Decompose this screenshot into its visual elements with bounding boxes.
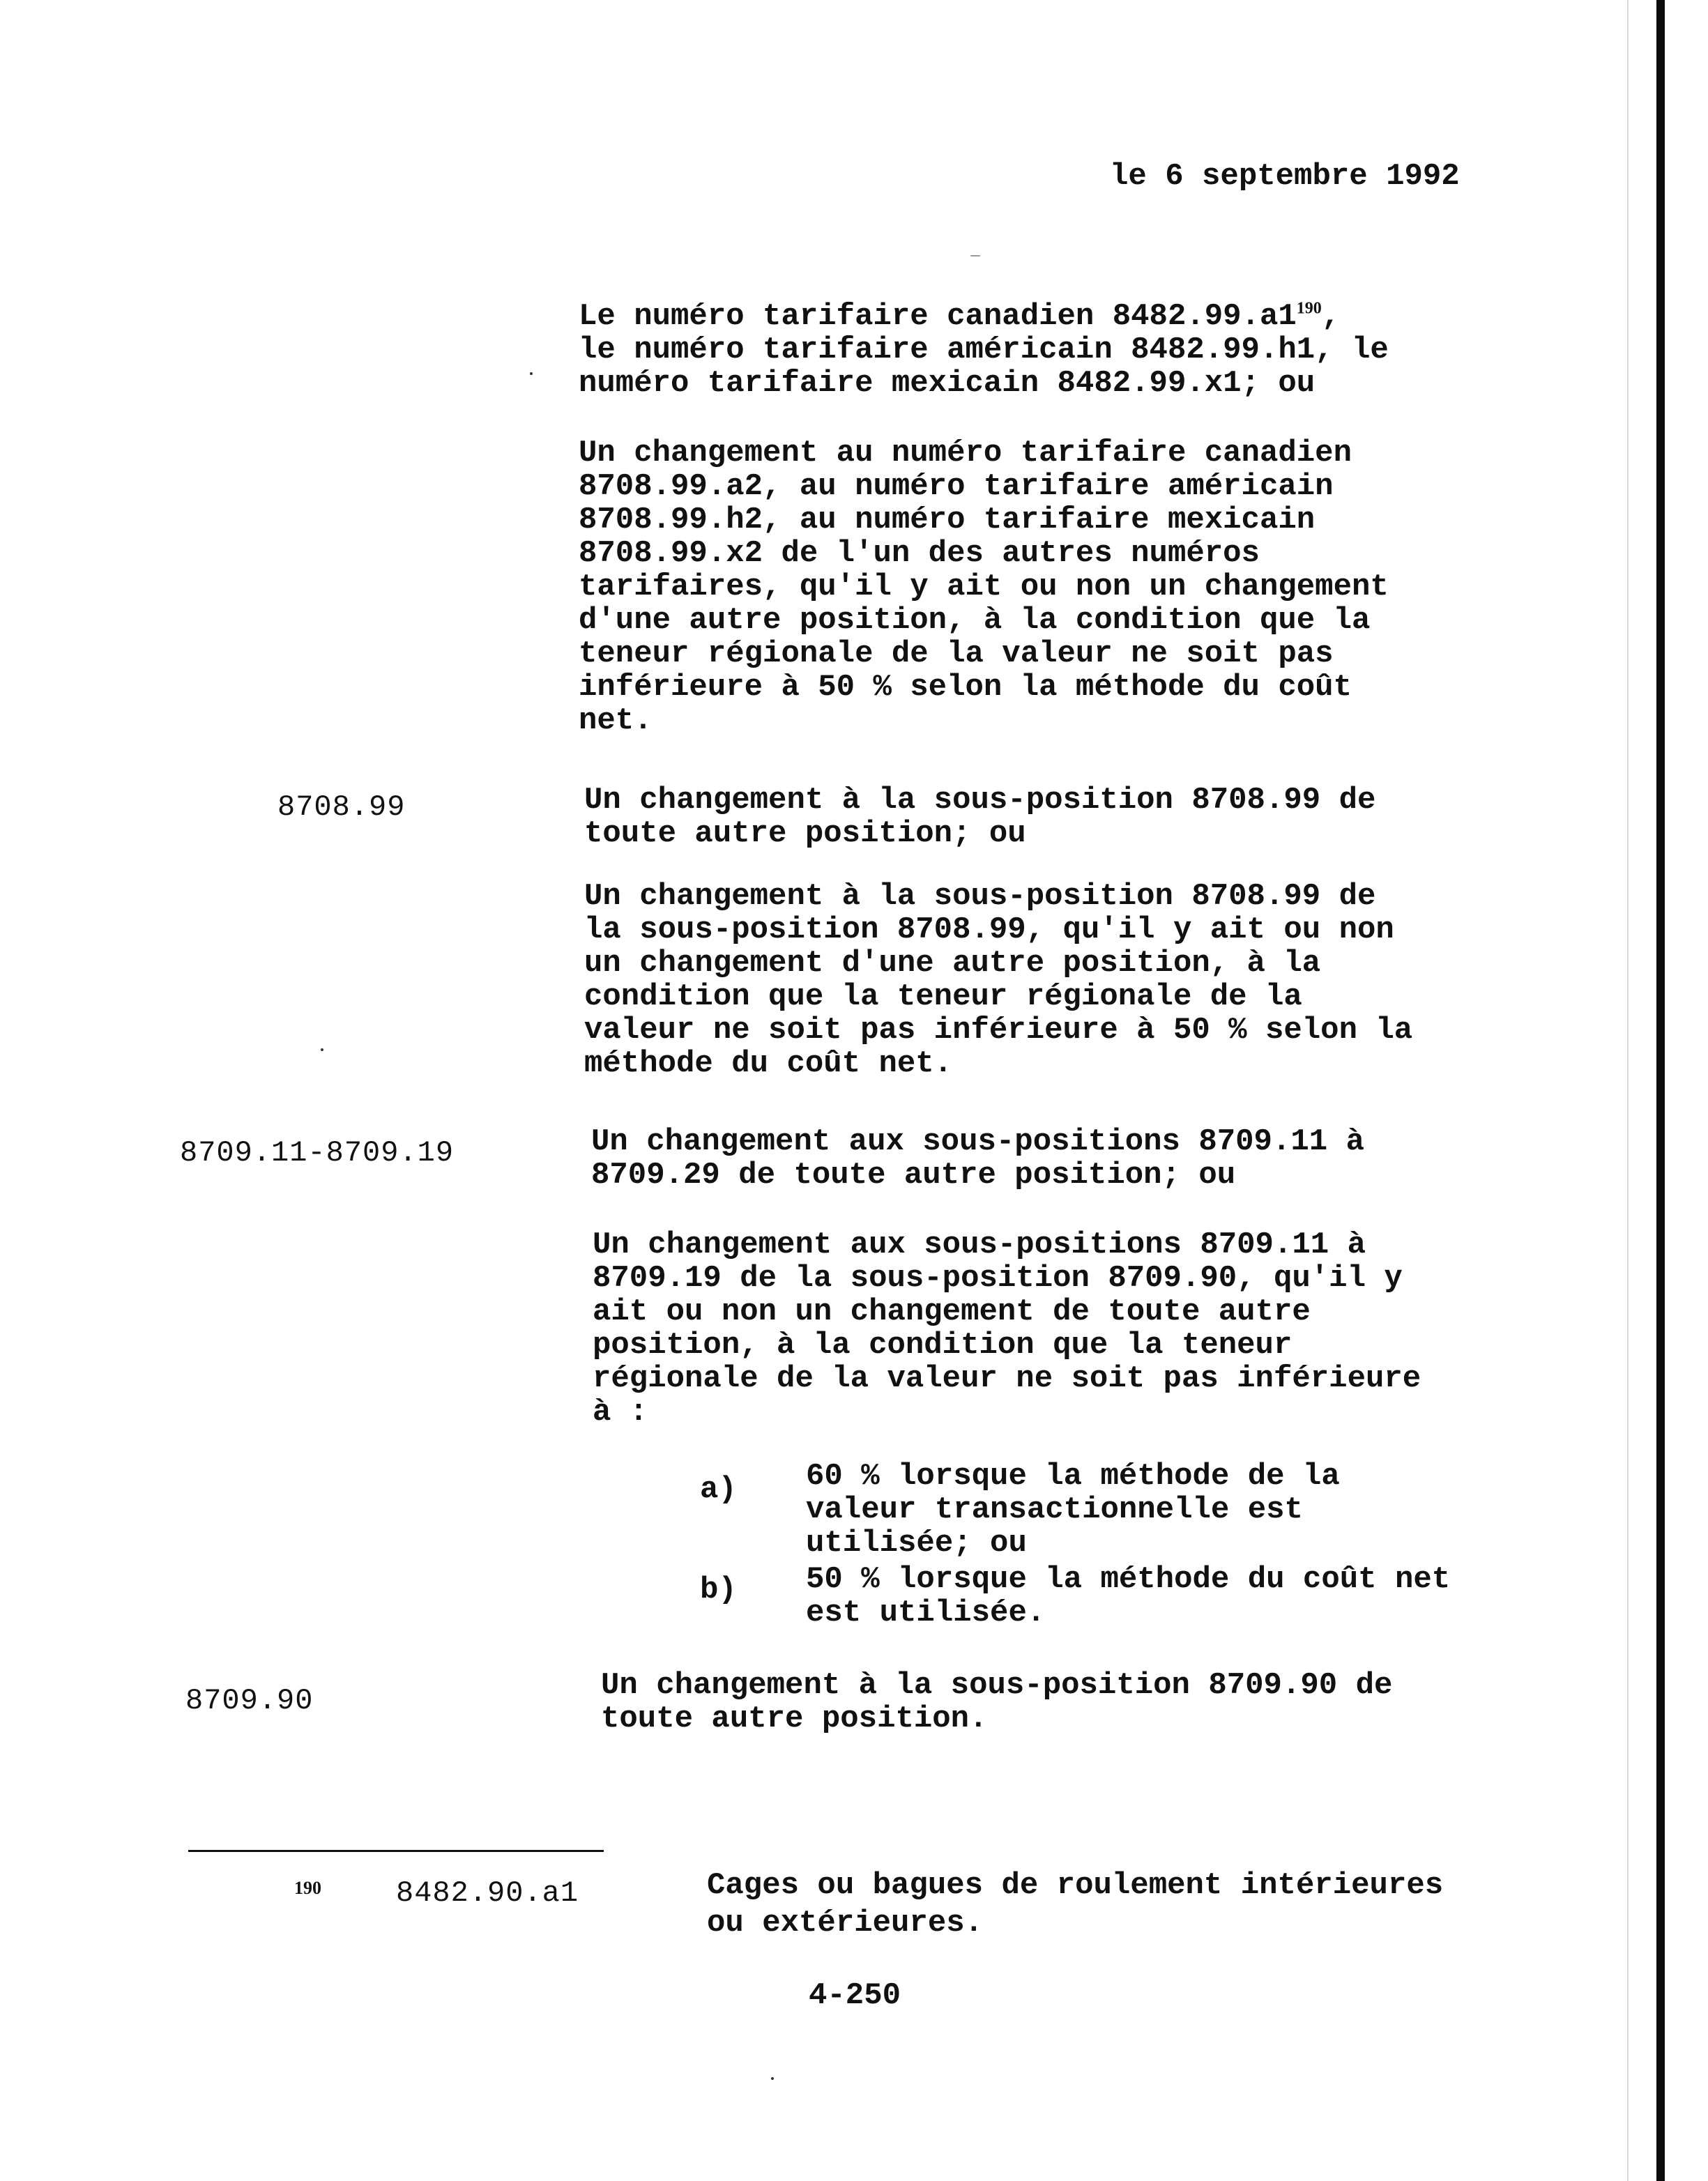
scan-margin-line: [1627, 0, 1629, 2181]
rule-8708-99-first: Un changement à la sous-position 8708.99 de toute autre position; ou: [584, 783, 1376, 851]
footnote-tariff-code: 8482.90.a1: [396, 1876, 579, 1910]
scan-speck: [771, 2077, 774, 2080]
item-text-b: 50 % lorsque la méthode du coût net est utilisée.: [806, 1562, 1451, 1630]
tariff-code-8709-90: 8709.90: [185, 1684, 314, 1717]
rule-8709-11-second: Un changement aux sous-positions 8709.11 à 8709.19 de la sous-position 8709.90, qu'il y ait ou non un changement de toute autre position, à la condition que la teneur régionale de la valeur ne soit pas inférieure à :: [593, 1227, 1421, 1430]
footnote-text: Cages ou bagues de roulement intérieures ou extérieures.: [707, 1868, 1444, 1941]
item-label-b: b): [700, 1572, 737, 1607]
rule-8708-99-second: Un changement à la sous-position 8708.99 de la sous-position 8708.99, qu'il y ait ou non un changement d'une autre position, à la condition que la teneur régionale de la valeur ne soit pas inférieure à 50 % selon la méthode du coût net.: [584, 879, 1413, 1081]
intro-paragraph: [579, 300, 1389, 400]
document-date: le 6 septembre 1992: [1110, 159, 1460, 194]
scan-speck: [530, 372, 533, 375]
footnote-reference: 190: [1296, 299, 1322, 318]
item-label-a: a): [700, 1472, 737, 1507]
scan-edge-bar: [1656, 0, 1665, 2181]
intro-line-1-end: ,: [1321, 299, 1341, 334]
tariff-code-8709-11-8709-19: 8709.11-8709.19: [180, 1136, 455, 1170]
rule-8709-90: Un changement à la sous-position 8709.90 de toute autre position.: [601, 1668, 1393, 1736]
intro-rest: le numéro tarifaire américain 8482.99.h1, le numéro tarifaire mexicain 8482.99.x1; ou: [579, 332, 1389, 401]
scan-speck: [970, 255, 980, 257]
item-text-a: 60 % lorsque la méthode de la valeur transactionnelle est utilisée; ou: [806, 1459, 1340, 1561]
intro-line-1: Le numéro tarifaire canadien 8482.99.a1: [579, 299, 1297, 334]
page-number: 4-250: [809, 1978, 901, 2013]
rule-8709-11-first: Un changement aux sous-positions 8709.11 à 8709.29 de toute autre position; ou: [591, 1124, 1364, 1193]
tariff-code-8708-99: 8708.99: [277, 790, 406, 824]
rule-paragraph-8708-99-a2: Un changement au numéro tarifaire canadien 8708.99.a2, au numéro tarifaire américain 8708.99.h2, au numéro tarifaire mexicain 8708.99.x2 de l'un des autres numéros tarifaires, qu'il y ait ou non un changement d'une autre position, à la condition que la teneur régionale de la valeur ne soit pas inférieure à 50 % selon la méthode du coût net.: [579, 436, 1389, 738]
footnote-number: 190: [294, 1878, 321, 1898]
scan-speck: [321, 1048, 323, 1051]
footnote-separator: [188, 1850, 604, 1852]
